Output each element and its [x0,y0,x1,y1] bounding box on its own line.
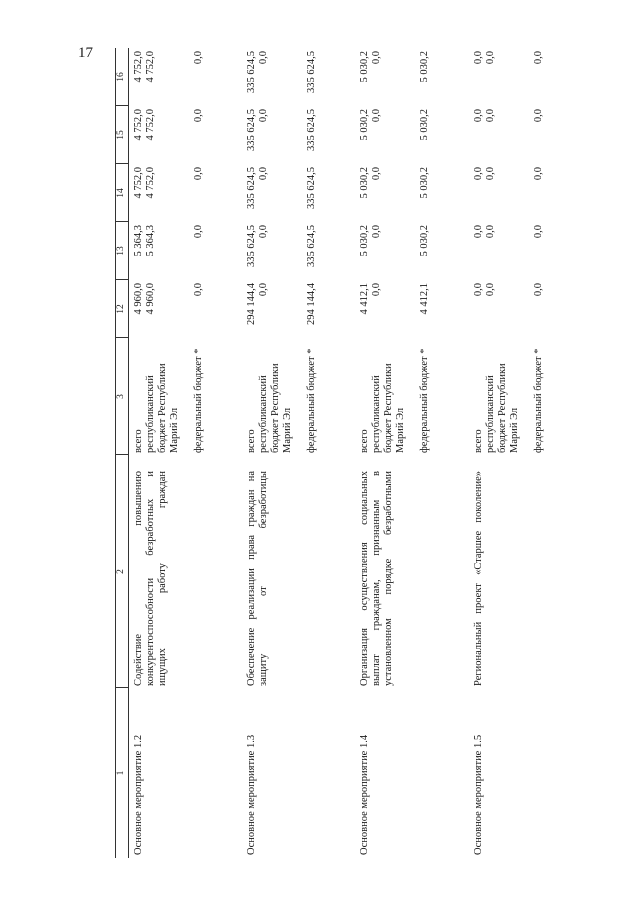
value-cell: 0,0 [485,283,496,297]
value-cell: 5 364,3 [145,225,156,257]
table-row [246,48,358,858]
header-col-15: 15 [116,130,126,140]
header-bottom-rule [128,48,129,858]
source-label: республиканский бюджет Республики Марий Эл [258,363,293,453]
value-cell: 0,0 [193,225,204,239]
value-cell: 0,0 [533,225,544,239]
value-cell: 335 624,5 [306,109,317,151]
value-cell: 5 030,2 [419,109,430,141]
row-description: Обеспечение реализации права граждан на защиту от безработицы [246,471,269,686]
header-top-rule [115,48,116,858]
value-cell: 294 144,4 [306,283,317,325]
value-cell: 0,0 [371,109,382,123]
value-cell: 4 960,0 [145,283,156,315]
source-label: федеральный бюджет * [533,348,544,453]
value-cell: 4 752,0 [145,51,156,83]
value-cell: 0,0 [258,51,269,65]
value-cell: 0,0 [485,109,496,123]
row-title: Основное мероприятие 1.2 [133,734,144,855]
row-title: Основное мероприятие 1.5 [473,734,484,855]
value-cell: 0,0 [485,51,496,65]
value-cell: 335 624,5 [246,225,257,267]
value-cell: 0,0 [533,51,544,65]
value-cell: 0,0 [193,51,204,65]
row-title: Основное мероприятие 1.3 [246,734,257,855]
value-cell: 0,0 [473,51,484,65]
value-cell: 0,0 [533,283,544,297]
header-col-12: 12 [116,304,126,314]
value-cell: 5 030,2 [419,225,430,257]
value-cell: 0,0 [371,167,382,181]
value-cell: 4 752,0 [133,109,144,141]
row-description: Региональный проект «Старшее поколение» [473,471,484,686]
value-cell: 0,0 [533,109,544,123]
value-cell: 335 624,5 [246,167,257,209]
value-cell: 4 412,1 [359,283,370,315]
value-cell: 335 624,5 [306,225,317,267]
value-cell: 335 624,5 [246,51,257,93]
page-number: 17 [78,45,93,61]
source-label: всего [359,429,370,453]
source-label: всего [246,429,257,453]
value-cell: 5 364,3 [133,225,144,257]
source-label: федеральный бюджет * [193,348,204,453]
value-cell: 0,0 [258,225,269,239]
header-divider [115,279,128,280]
value-cell: 0,0 [371,225,382,239]
row-title: Основное мероприятие 1.4 [359,734,370,855]
table-row [133,48,245,858]
source-label: всего [133,429,144,453]
value-cell: 0,0 [473,283,484,297]
value-cell: 5 030,2 [359,109,370,141]
value-cell: 0,0 [473,109,484,123]
table-row [473,48,585,858]
value-cell: 0,0 [533,167,544,181]
value-cell: 4 960,0 [133,283,144,315]
value-cell: 335 624,5 [306,167,317,209]
source-label: республиканский бюджет Республики Марий Эл [145,363,180,453]
header-col-16: 16 [116,72,126,82]
value-cell: 335 624,5 [306,51,317,93]
value-cell: 0,0 [371,283,382,297]
value-cell: 4 752,0 [133,167,144,199]
table-row [359,48,471,858]
value-cell: 0,0 [473,225,484,239]
header-col-2: 2 [116,569,126,574]
value-cell: 0,0 [193,109,204,123]
value-cell: 5 030,2 [359,225,370,257]
value-cell: 335 624,5 [246,109,257,151]
value-cell: 5 030,2 [359,167,370,199]
source-label: республиканский бюджет Республики Марий Эл [485,363,520,453]
source-label: республиканский бюджет Республики Марий Эл [371,363,406,453]
header-col-13: 13 [116,246,126,256]
row-description: Организация осуществления социальных выплат гражданам, признанным в установленном порядке безработными [359,471,394,686]
source-label: федеральный бюджет * [419,348,430,453]
header-divider [115,337,128,338]
value-cell: 4 412,1 [419,283,430,315]
value-cell: 0,0 [485,225,496,239]
value-cell: 5 030,2 [359,51,370,83]
header-divider [115,105,128,106]
source-label: федеральный бюджет * [306,348,317,453]
value-cell: 0,0 [258,283,269,297]
value-cell: 294 144,4 [246,283,257,325]
header-col-14: 14 [116,188,126,198]
budget-table [115,48,625,858]
source-label: всего [473,429,484,453]
header-divider [115,687,128,688]
value-cell: 4 752,0 [133,51,144,83]
header-col-1: 1 [116,770,126,776]
value-cell: 0,0 [371,51,382,65]
value-cell: 5 030,2 [419,167,430,199]
row-description: Содействие повышению конкурентоспособности безработных и ищущих работу граждан [133,471,168,686]
value-cell: 0,0 [473,167,484,181]
value-cell: 0,0 [258,167,269,181]
value-cell: 0,0 [485,167,496,181]
value-cell: 0,0 [193,167,204,181]
header-col-3: 3 [116,394,126,399]
value-cell: 4 752,0 [145,167,156,199]
value-cell: 4 752,0 [145,109,156,141]
header-divider [115,221,128,222]
header-divider [115,454,128,455]
header-divider [115,163,128,164]
value-cell: 0,0 [258,109,269,123]
value-cell: 5 030,2 [419,51,430,83]
value-cell: 0,0 [193,283,204,297]
